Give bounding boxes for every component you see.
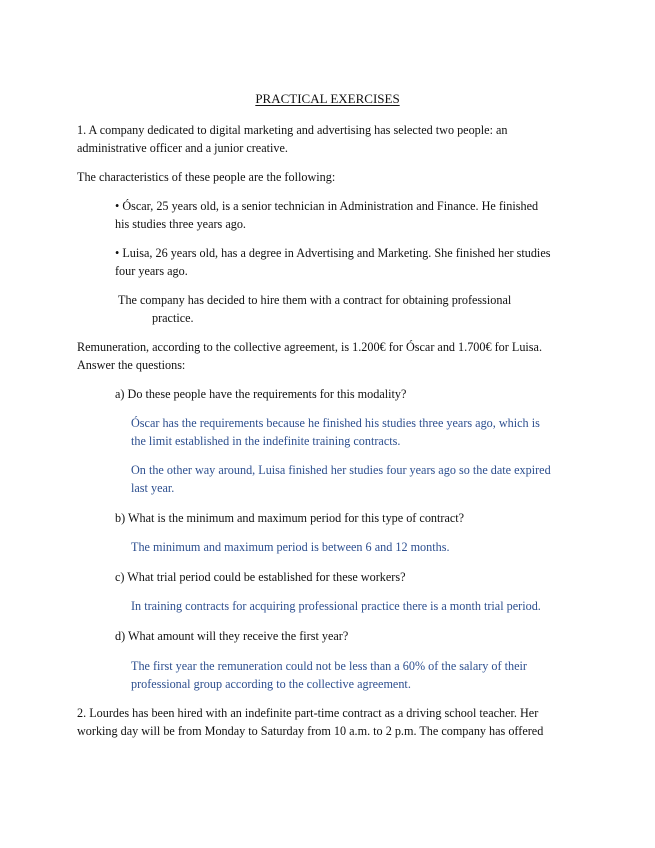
question-c: c) What trial period could be established for these workers? [115, 570, 406, 584]
oscar-bullet-line2: his studies three years ago. [115, 217, 246, 231]
answer-a-line3: On the other way around, Luisa finished her studies four years ago so the date expired [131, 463, 551, 477]
question-d: d) What amount will they receive the first year? [115, 629, 349, 643]
remuneration-line2: Answer the questions: [77, 358, 186, 372]
answer-c: In training contracts for acquiring professional practice there is a month trial period. [131, 599, 541, 613]
exercise1-intro-line1: 1. A company dedicated to digital marketing and advertising has selected two people: an [77, 123, 508, 137]
answer-a-line2: the limit established in the indefinite training contracts. [131, 434, 401, 448]
exercise2-line2: working day will be from Monday to Saturday from 10 a.m. to 2 p.m. The company has offered [77, 724, 544, 738]
answer-a-line1: Óscar has the requirements because he finished his studies three years ago, which is [131, 416, 540, 430]
answer-d-line2: professional group according to the collective agreement. [131, 677, 411, 691]
decision-line1: The company has decided to hire them with a contract for obtaining professional [118, 293, 512, 307]
luisa-bullet-line1: • Luisa, 26 years old, has a degree in Advertising and Marketing. She finished her studies [115, 246, 551, 260]
question-a: a) Do these people have the requirements for this modality? [115, 387, 407, 401]
question-b: b) What is the minimum and maximum period for this type of contract? [115, 511, 465, 525]
characteristics-heading: The characteristics of these people are the following: [77, 170, 336, 184]
decision-line2: practice. [152, 311, 194, 325]
exercise2-line1: 2. Lourdes has been hired with an indefinite part-time contract as a driving school teacher. Her [77, 706, 539, 720]
exercise1-intro-line2: administrative officer and a junior creative. [77, 141, 288, 155]
answer-a-line4: last year. [131, 481, 175, 495]
page-title: PRACTICAL EXERCISES [255, 91, 400, 106]
remuneration-line1: Remuneration, according to the collective agreement, is 1.200€ for Óscar and 1.700€ for Luisa. [77, 340, 543, 354]
answer-d-line1: The first year the remuneration could not be less than a 60% of the salary of their [131, 659, 527, 673]
answer-b: The minimum and maximum period is between 6 and 12 months. [131, 540, 450, 554]
luisa-bullet-line2: four years ago. [115, 264, 188, 278]
oscar-bullet-line1: • Óscar, 25 years old, is a senior technician in Administration and Finance. He finished [115, 199, 539, 213]
